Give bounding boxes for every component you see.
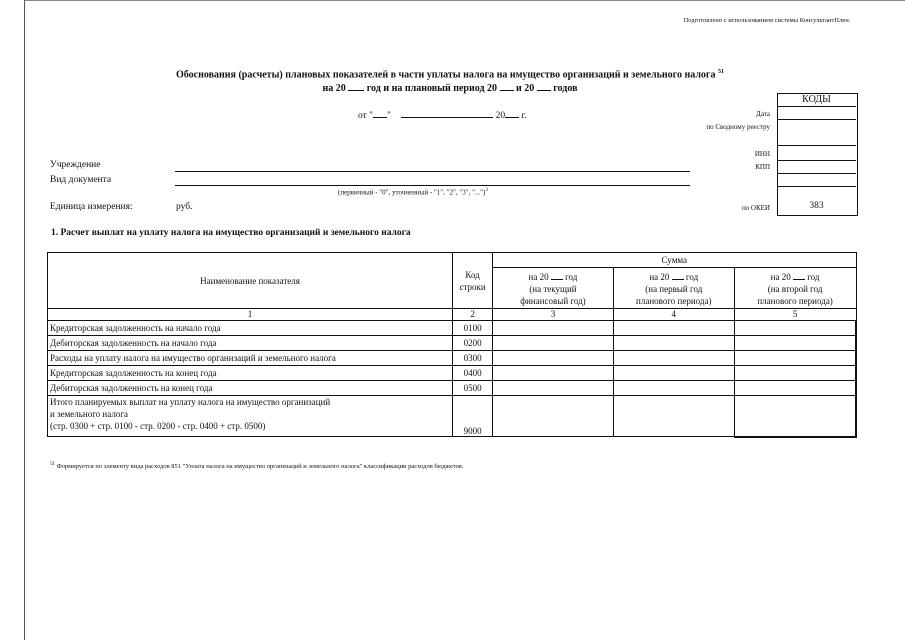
header-sum-col [493,268,614,309]
okei-value: 383 [809,201,824,211]
col-year-prefix: на 20 [528,271,549,282]
title-year-prefix: на 20 [322,83,346,95]
label-okei: по ОКЕИ [741,204,770,212]
codes-title: КОДЫ [777,93,856,107]
year-blank[interactable] [348,81,364,91]
doc-type-label: Вид документа [50,175,112,185]
column-number: 4 [613,309,734,321]
title-years: годов [553,83,578,95]
date-quote: " [387,111,391,121]
title-plan-period: год и на плановый период 20 [366,83,497,95]
label-kpp: КПП [755,163,770,171]
header-code: Код строки [453,253,493,309]
row-code: 0400 [453,366,493,381]
code-cell-inn[interactable] [777,146,856,161]
year-blank[interactable] [500,81,514,91]
page-border-left [24,0,26,640]
total-name [48,396,453,437]
row-name: Кредиторская задолженность на конец года [48,366,453,381]
year-blank[interactable] [672,270,684,280]
row-code: 0500 [453,381,493,396]
institution-label: Учреждение [50,160,101,170]
value-cell[interactable] [734,366,856,381]
row-name: Кредиторская задолженность на начало года [48,321,453,336]
footnote [50,462,464,470]
consultant-note: Подготовлено с использованием системы КонсультантПлюс [683,17,850,24]
header-sum-col [734,268,856,309]
label-date: Дата [756,110,770,118]
calculation-table [47,252,857,438]
unit-value: руб. [176,202,193,212]
doc-type-note [338,188,488,196]
year-blank[interactable] [551,270,563,280]
date-from: от " [358,111,374,121]
label-registry: по Сводному реестру [706,123,770,131]
title-and: и 20 [516,83,535,95]
value-cell[interactable] [734,336,856,351]
header-name: Наименование показателя [48,253,453,309]
value-cell[interactable] [613,351,734,366]
column-numbers-row [48,309,857,321]
col-year-prefix: на 20 [649,271,670,282]
col-desc-1: (на второй год [767,283,823,294]
value-cell[interactable] [493,381,614,396]
total-line2: и земельного налога [50,409,129,419]
col-desc-2: планового периода) [636,295,712,306]
title-footnote-ref: 51 [717,69,724,75]
col-year-word: год [685,271,699,282]
doc-type-field[interactable] [175,185,690,186]
value-cell[interactable] [734,396,856,437]
value-cell[interactable] [493,351,614,366]
total-line1: Итого планируемых выплат на уплату налога на имущество организаций [50,397,331,407]
row-name: Расходы на уплату налога на имущество организаций и земельного налога [48,351,453,366]
date-year-prefix: 20 [495,111,506,121]
page-border-top [24,0,905,2]
institution-field[interactable] [175,171,690,172]
header-sum-col [613,268,734,309]
column-number: 1 [48,309,453,321]
column-number: 2 [453,309,493,321]
value-cell[interactable] [613,396,734,437]
value-cell[interactable] [613,381,734,396]
row-code: 0100 [453,321,493,336]
table-row [48,381,857,396]
value-cell[interactable] [734,321,856,336]
date-year-suffix: г. [521,111,527,121]
table-header-row [48,253,857,268]
value-cell[interactable] [493,366,614,381]
col-year-word: год [807,271,820,282]
col-year-word: год [565,271,578,282]
day-blank[interactable] [373,108,387,118]
value-cell[interactable] [734,381,856,396]
document-title [100,66,800,95]
table-row [48,351,857,366]
column-number: 5 [734,309,856,321]
row-name: Дебиторская задолженность на конец года [48,381,453,396]
code-cell-empty[interactable] [777,174,856,187]
row-code: 0200 [453,336,493,351]
code-cell-registry[interactable] [777,120,856,146]
year-blank[interactable] [537,81,551,91]
column-number: 3 [493,309,614,321]
header-sum: Сумма [493,253,856,268]
code-cell-kpp[interactable] [777,161,856,174]
title-line1: Обоснования (расчеты) плановых показателей в части уплаты налога на имущество организаций и земельного налога [176,69,716,81]
value-cell[interactable] [734,351,856,366]
col-year-prefix: на 20 [770,271,791,282]
doc-type-note-text: (первичный - "0", уточненный - "1", "2", "3", "...") [338,188,486,197]
value-cell[interactable] [613,366,734,381]
value-cell[interactable] [493,321,614,336]
footnote-ref: 51 [50,462,55,467]
row-name: Дебиторская задолженность на начало года [48,336,453,351]
code-cell-date[interactable] [777,106,856,120]
value-cell[interactable] [613,321,734,336]
value-cell[interactable] [493,396,614,437]
footnote-text: Формируется по элементу вида расходов 851 "Уплата налога на имущество организаций и земельного налога" классификации расходов бюджетов. [56,463,464,471]
value-cell[interactable] [613,336,734,351]
value-cell[interactable] [493,336,614,351]
table-row [48,321,857,336]
section-title: 1. Расчет выплат на уплату налога на имущество организаций и земельного налога [51,228,411,238]
year-blank[interactable] [793,270,805,280]
col-desc-2: планового периода) [757,295,833,306]
row-code: 0300 [453,351,493,366]
col-desc-2: финансовый год) [520,295,586,306]
col-desc-1: (на текущий [529,283,577,294]
col-desc-1: (на первый год [645,283,703,294]
total-code: 9000 [453,396,493,437]
total-line3: (стр. 0300 + стр. 0100 - стр. 0200 - стр. 0400 + стр. 0500) [50,421,266,431]
unit-label: Единица измерения: [50,202,133,212]
table-row [48,366,857,381]
date-line [358,108,527,121]
month-blank[interactable] [401,108,493,118]
doc-type-note-ref: 3 [485,188,488,193]
table-total-row [48,396,857,437]
label-inn: ИНН [754,150,770,158]
year-blank[interactable] [505,108,519,118]
table-row [48,336,857,351]
